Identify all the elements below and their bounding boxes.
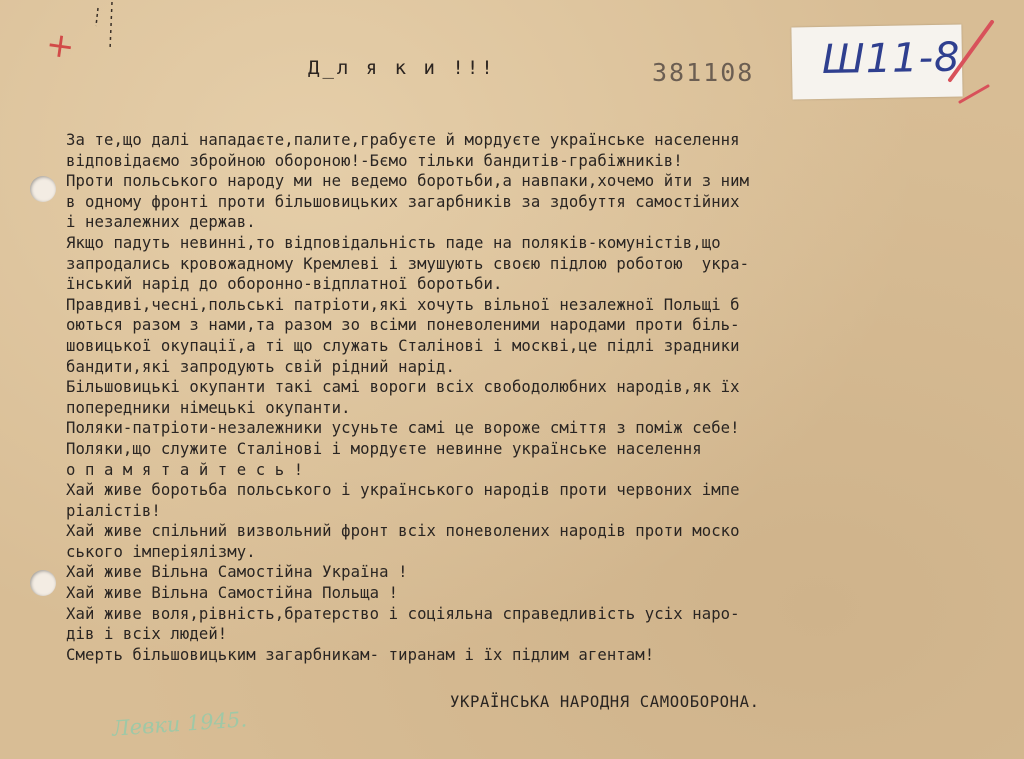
text-line: Якщо падуть невинні,то відповідальність паде на поляків-комуністів,що — [66, 233, 721, 252]
text-line: о п а м я т а й т е с ь ! — [66, 460, 304, 479]
text-line: Більшовицькі окупанти такі самі вороги всіх свободолюбних народів,як їх — [66, 378, 740, 397]
text-line: Правдиві,чесні,польські патріоти,які хочуть вільної незалежної Польщі б — [66, 295, 740, 314]
text-line: дів і всіх людей! — [66, 625, 228, 644]
pencil-tick-marks — [92, 0, 122, 70]
text-line: ріалістів! — [66, 501, 161, 520]
archive-stamp-number: 381108 — [652, 58, 755, 87]
text-line: запродались кровожадному Кремлеві і змушують своєю підлою роботою укра- — [66, 254, 750, 273]
red-cross-mark: + — [43, 24, 78, 68]
text-line: оються разом з нами,та разом зо всіми поневоленими народами проти біль- — [66, 316, 740, 335]
text-line: попередники німецькі окупанти. — [66, 398, 351, 417]
text-line: бандити,які запродують свій рідний нарід. — [66, 357, 456, 376]
document-title: Д_л я к и !!! — [308, 57, 496, 79]
document-body — [66, 130, 986, 665]
text-line: Хай живе Вільна Самостійна Польща ! — [66, 584, 399, 603]
text-line: Смерть більшовицьким загарбникам- тиранам і їх підлим агентам! — [66, 645, 655, 664]
text-line: відповідаємо збройною обороною!-Бємо тільки бандитів-грабіжників! — [66, 151, 683, 170]
archive-label-text: Ш11-8 — [821, 34, 961, 83]
text-line: Хай живе воля,рівність,братерство і соціяльна справедливість усіх наро- — [66, 604, 740, 623]
text-line: Поляки,що служите Сталінові і мордуєте невинне українське населення — [66, 439, 702, 458]
text-line: Проти польського народу ми не ведемо боротьби,а навпаки,хочемо йти з ним — [66, 172, 750, 191]
red-pencil-mark — [930, 20, 1010, 110]
text-line: і незалежних держав. — [66, 213, 256, 232]
text-line: шовицької окупації,а ті що служать Сталінові і москві,це підлі зрадники — [66, 336, 740, 355]
punch-hole-bottom — [30, 570, 56, 596]
text-line: їнський нарід до оборонно-відплатної боротьби. — [66, 275, 503, 294]
signature-line: УКРАЇНСЬКА НАРОДНЯ САМООБОРОНА. — [450, 693, 760, 711]
text-line: Поляки-патріоти-незалежники усуньте самі це вороже сміття з поміж себе! — [66, 419, 740, 438]
text-line: Хай живе спільний визвольний фронт всіх поневолених народів проти моско — [66, 522, 740, 541]
text-line: Хай живе Вільна Самостійна Україна ! — [66, 563, 408, 582]
text-line: За те,що далі нападаєте,палите,грабуєте й мордуєте українське населення — [66, 131, 740, 149]
text-line: в одному фронті проти більшовицьких загарбників за здобуття самостійних — [66, 192, 740, 211]
text-line: ського імперіялізму. — [66, 542, 256, 561]
punch-hole-top — [30, 176, 56, 202]
text-line: Хай живе боротьба польського і українського народів проти червоних імпе — [66, 481, 740, 500]
pencil-annotation: Левки 1945. — [111, 707, 248, 741]
